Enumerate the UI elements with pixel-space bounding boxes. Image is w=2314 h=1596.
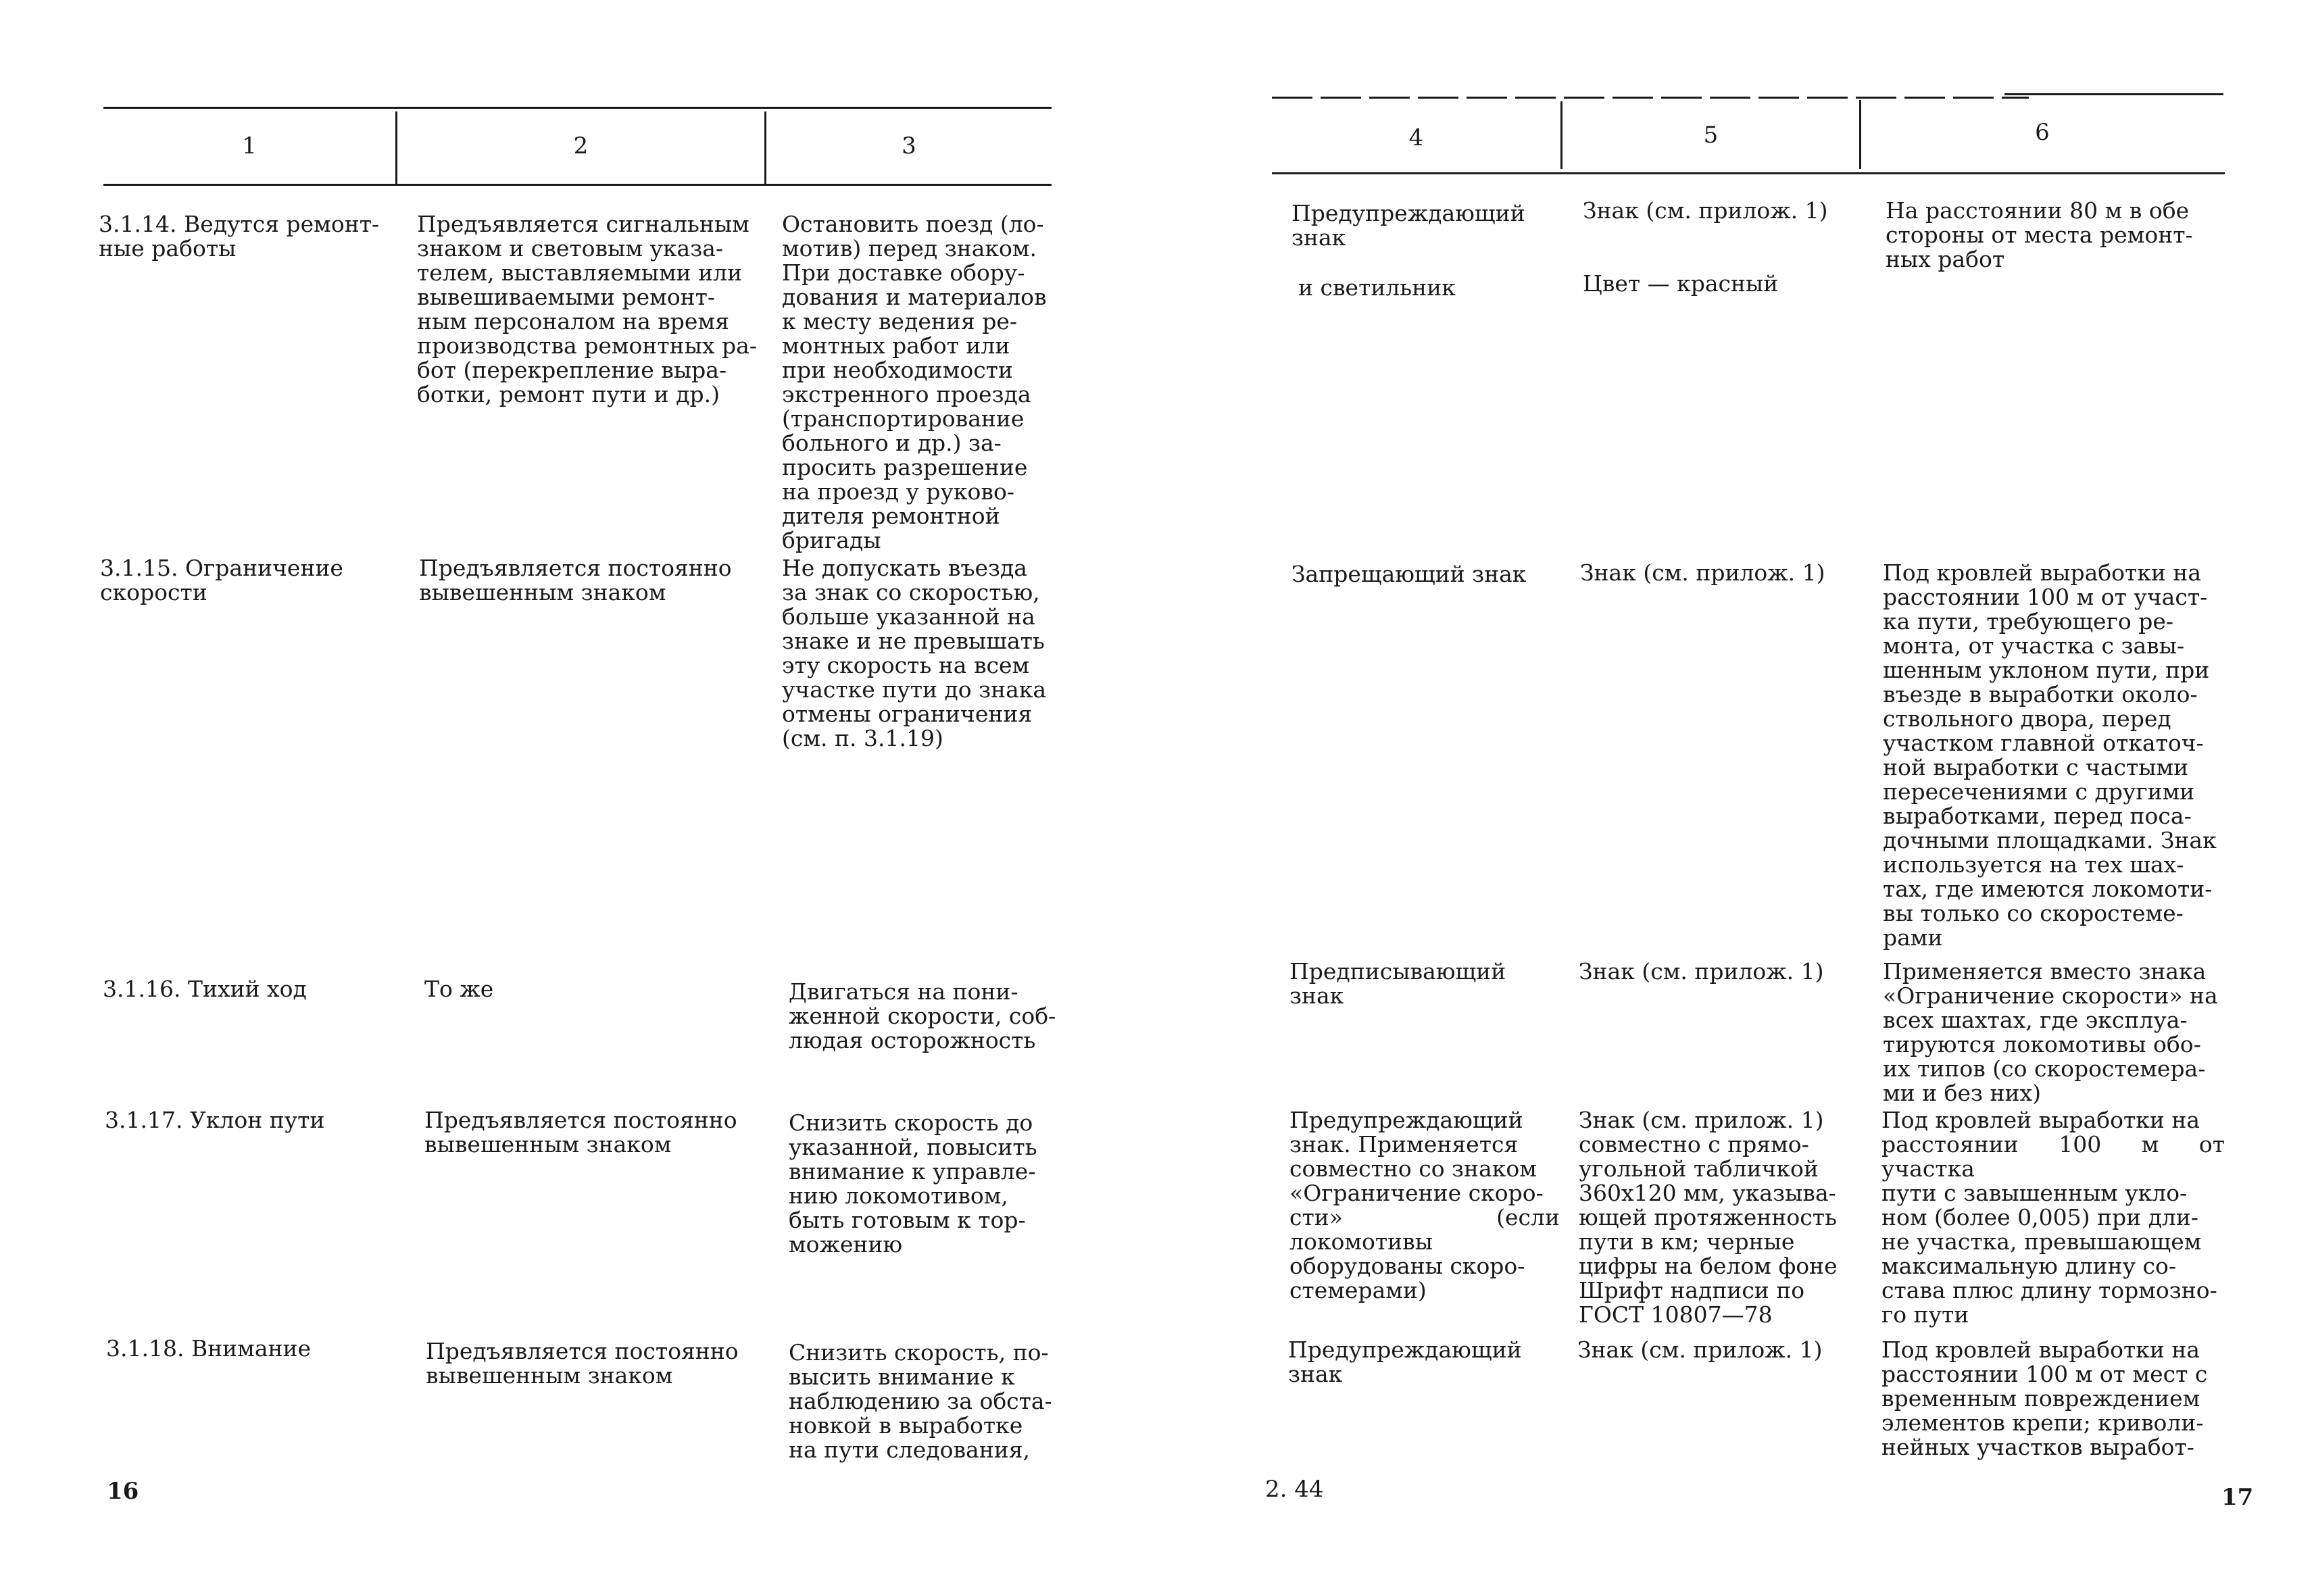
table-cell-sign-spec: Знак (см. прилож. 1) (1583, 197, 1828, 224)
table-cell-presentation: Предъявляется сигнальным знаком и световым указа- телем, выставляемыми или вывешиваемыми ремонт- ным персоналом на время производства ремонтных ра- бот (перекрепление выра- ботки, ремонт пути и др.) (417, 211, 757, 407)
table-cell-sign-type: Предупреждающий знак (1291, 200, 1525, 251)
column-number-4: 4 (1408, 124, 1424, 151)
page-number: 16 (107, 1478, 139, 1505)
header-top-rule (2004, 93, 2223, 95)
table-cell-sign-type-extra: и светильник (1298, 274, 1456, 301)
table-cell-action: Снизить скорость до указанной, повысить внимание к управле- нию локомотивом, быть готовым к тор- можению (789, 1109, 1037, 1257)
table-cell-sign-spec: Знак (см. прилож. 1) совместно с прямо- угольной табличкой 360x120 мм, указыва- ющей протяженность пути в км; черные цифры на белом фоне Шрифт надписи по ГОСТ 10807—78 (1579, 1107, 1838, 1328)
table-cell-action: Двигаться на пони- женной скорости, соб- людая осторожность (789, 978, 1056, 1053)
table-cell-action: Не допускать въезда за знак со скоростью, больше указанной на знаке и не превышать эту скорость на всем участке пути до знака отмены ограничения (см. п. 3.1.19) (782, 555, 1047, 751)
table-cell-sign-spec: Знак (см. прилож. 1) (1577, 1337, 1823, 1363)
table-cell-presentation: Предъявляется постоянно вывешенным знаком (424, 1107, 737, 1157)
table-cell-signal: 3.1.18. Внимание (106, 1335, 312, 1362)
table-cell-sign-spec: Знак (см. прилож. 1) (1580, 559, 1825, 586)
column-number-2: 2 (573, 132, 589, 159)
table-cell-signal: 3.1.17. Уклон пути (105, 1107, 325, 1133)
table-cell-action: Снизить скорость, по- высить внимание к наблюдению за обста- новкой в выработке на пути следования, (789, 1339, 1052, 1463)
table-cell-presentation: Предъявляется постоянно вывешенным знаком (426, 1338, 739, 1389)
header-bottom-rule (103, 184, 1052, 186)
page-number: 17 (2221, 1484, 2254, 1511)
table-cell-sign-spec-extra: Цвет — красный (1583, 270, 1779, 297)
table-cell-presentation: То же (424, 976, 494, 1002)
table-cell-placement: Под кровлей выработки на расстоянии 100 м от мест с временным повреждением элементов крепи; криволи- нейных участков выработ- (1881, 1337, 2208, 1460)
column-number-6: 6 (2035, 119, 2050, 146)
right-page (1157, 0, 2314, 1596)
header-top-rule (103, 107, 1052, 109)
column-number-5: 5 (1703, 122, 1719, 149)
table-cell-sign-type: Предписывающий знак (1289, 958, 1506, 1009)
table-cell-sign-spec: Знак (см. прилож. 1) (1579, 958, 1824, 984)
table-cell-signal: 3.1.14. Ведутся ремонт- ные работы (99, 211, 380, 261)
printing-signature: 2. 44 (1265, 1476, 1324, 1503)
table-cell-action: Остановить поезд (ло- мотив) перед знаком. При доставке обору- дования и материалов к месту ведения ре- монтных работ или при необходимости экстренного проезда (транспортирование больного и др.) за- просить разрешение на проезд у руково- дителя ремонтной бригады (782, 211, 1047, 553)
table-cell-placement: Под кровлей выработки на расстоянии 100 м от участ- ка пути, требующего ре- монта, от участка с завы- шенным уклоном пути, при въезде в выработки около- ствольного двора, перед участком главной откаточ- ной выработки с частыми пересечениями с другими выработками, перед поса- дочными площадками. Знак используется на тех шах- тах, где имеются локомоти- вы только со скоростеме- рами (1883, 559, 2217, 951)
table-cell-placement: Применяется вместо знака «Ограничение скорости» на всех шахтах, где эксплуа- тируются локомотивы обо- их типов (со скоростемера- ми и без них) (1883, 958, 2218, 1106)
table-cell-placement: На расстоянии 80 м в обе стороны от места ремонт- ных работ (1886, 197, 2193, 272)
header-top-rule (1272, 97, 2029, 99)
table-cell-sign-type: Предупреждающий знак. Применяется совместно со знаком «Ограничение скоро- сти» (если локомотивы оборудованы скоро- стемерами) (1289, 1107, 1560, 1303)
table-cell-sign-type: Запрещающий знак (1291, 561, 1527, 587)
table-cell-sign-type: Предупреждающий знак (1288, 1337, 1522, 1387)
column-number-1: 1 (242, 132, 257, 159)
table-cell-signal: 3.1.16. Тихий ход (103, 976, 307, 1002)
table-cell-presentation: Предъявляется постоянно вывешенным знаком (419, 555, 732, 605)
header-bottom-rule (1272, 172, 2225, 174)
table-cell-placement: Под кровлей выработки на расстоянии 100 м от участка пути с завышенным укло- ном (более 0,005) при дли- не участка, превышающем максимальную длину со- става плюс длину тормозно- го пути (1881, 1107, 2225, 1328)
table-cell-signal: 3.1.15. Ограничение скорости (100, 555, 343, 605)
column-number-3: 3 (902, 132, 916, 159)
